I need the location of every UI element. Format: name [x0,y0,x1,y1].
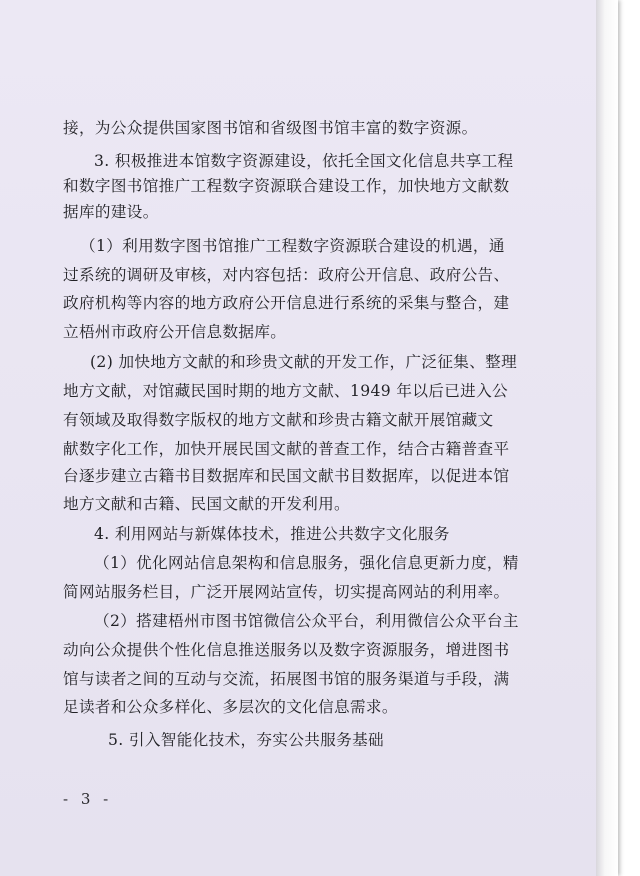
text-line-content: 5. 引入智能化技术，夯实公共服务基础 [108,731,384,749]
text-line-content: （2）搭建梧州市图书馆微信公众平台，利用微信公众平台主 [94,612,519,630]
text-line-content: 据库的建设。 [63,203,159,221]
text-line-content: (2) 加快地方文献的和珍贵文献的开发工作，广泛征集、整理 [90,353,518,371]
text-line-content: 简网站服务栏目，广泛开展网站宣传，切实提高网站的利用率。 [63,583,510,601]
text-line-content: 3. 积极推进本馆数字资源建设，依托全国文化信息共享工程 [94,152,514,170]
text-line-content: （1）利用数字图书馆推广工程数字资源联合建设的机遇，通 [80,237,505,255]
text-line-content: 动向公众提供个性化信息推送服务以及数字资源服务，增进图书 [63,641,510,659]
text-line-content: 接，为公众提供国家图书馆和省级图书馆丰富的数字资源。 [63,119,478,137]
text-line-content: 立梧州市政府公开信息数据库。 [63,323,287,341]
text-line-content: 政府机构等内容的地方政府公开信息进行系统的采集与整合，建 [63,294,510,312]
text-line-content: 和数字图书馆推广工程数字资源联合建设工作，加快地方文献数 [63,177,510,195]
text-line-content: 有领域及取得数字版权的地方文献和珍贵古籍文献开展馆藏文 [63,411,494,429]
text-line-content: 献数字化工作，加快开展民国文献的普查工作，结合古籍普查平 [63,440,510,458]
text-line-content: 馆与读者之间的互动与交流，拓展图书馆的服务渠道与手段，满 [63,670,510,688]
text-line-content: 地方文献和古籍、民国文献的开发利用。 [63,495,350,513]
scanner-edge [596,0,618,876]
text-line-content: 台逐步建立古籍书目数据库和民国文献书目数据库，以促进本馆 [63,467,510,485]
page-number: - 3 - [63,790,113,808]
text-line-content: 4. 利用网站与新媒体技术，推进公共数字文化服务 [94,525,450,543]
text-line-content: 足读者和公众多样化、多层次的文化信息需求。 [63,698,398,716]
text-line-content: 过系统的调研及审核，对内容包括：政府公开信息、政府公告、 [63,266,510,284]
text-line-content: （1）优化网站信息架构和信息服务，强化信息更新力度，精 [94,554,519,572]
text-line-content: 地方文献，对馆藏民国时期的地方文献、1949 年以后已进入公 [63,382,508,400]
